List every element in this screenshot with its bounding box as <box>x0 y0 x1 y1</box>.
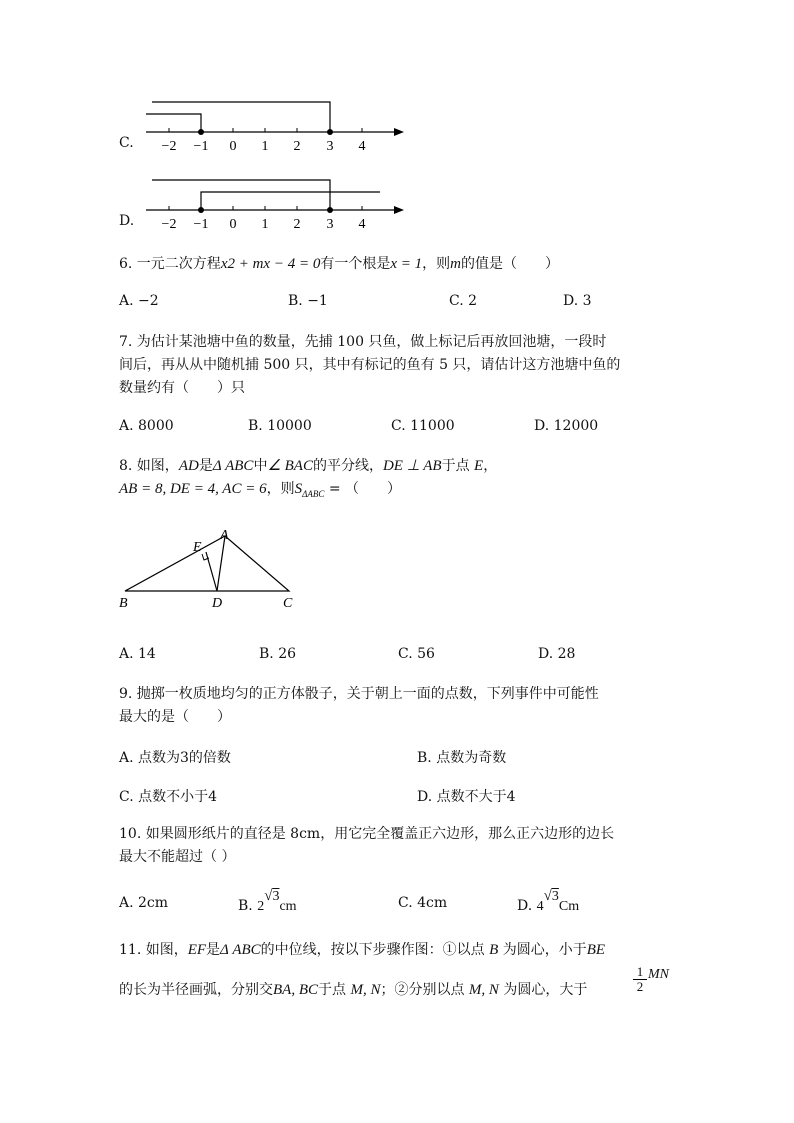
q9-option-d[interactable]: D. 点数不大于4 <box>417 789 516 805</box>
q7-option-c[interactable]: C. 11000 <box>391 418 455 434</box>
q6-stem: 6. 一元二次方程x2 + mx − 4 = 0有一个根是x = 1，则m的值是（ ） <box>119 256 559 272</box>
q9-line-2: 最大的是（ ） <box>119 709 231 725</box>
tick-label: 3 <box>326 217 334 232</box>
q8-option-d[interactable]: D. 28 <box>538 646 576 662</box>
ray-lower-d <box>201 192 380 210</box>
q5-option-c-label: C. <box>119 135 134 151</box>
label-c: C <box>283 596 293 611</box>
tick-label: −1 <box>193 217 209 232</box>
label-d: D <box>212 596 223 611</box>
q8-line-2: AB = 8, DE = 4, AC = 6，则$S_{\Delta ABC}$ = （ ） <box>119 481 402 499</box>
tick-label: −2 <box>161 217 177 232</box>
triangle-abc <box>125 536 289 591</box>
tick-label: 1 <box>261 139 269 154</box>
q9-option-c[interactable]: C. 点数不小于4 <box>119 789 218 805</box>
point-neg1-d <box>198 207 204 213</box>
q7-option-d[interactable]: D. 12000 <box>534 418 599 434</box>
ray-upper-c <box>152 102 330 132</box>
q6-equation: x2 + mx − 4 = 0 <box>220 256 321 272</box>
ticks-d <box>169 206 362 210</box>
q7-line-3: 数量约有（ ）只 <box>119 380 245 396</box>
tick-label: 4 <box>358 139 366 154</box>
tick-label: −2 <box>161 139 177 154</box>
q7-option-b[interactable]: B. 10000 <box>248 418 312 434</box>
q8-option-c[interactable]: C. 56 <box>398 646 435 662</box>
q7-line-2: 间后，再从从中随机捕 500 只，其中有标记的鱼有 5 只，请估计这方池塘中鱼的 <box>119 357 621 373</box>
number-line-c <box>140 96 420 158</box>
q5-option-d-label: D. <box>119 213 135 229</box>
q6-option-d[interactable]: D. 3 <box>563 293 592 309</box>
tick-labels-c <box>162 139 366 154</box>
q6-option-a[interactable]: A. −2 <box>119 293 159 309</box>
label-e: E <box>193 540 202 555</box>
ray-upper-d <box>152 180 330 210</box>
sqrt-icon: √ <box>543 888 552 904</box>
tick-label: 2 <box>293 139 301 154</box>
label-b: B <box>119 596 128 611</box>
q8-option-a[interactable]: A. 14 <box>119 646 156 662</box>
ray-lower-c <box>146 114 201 132</box>
point-neg1-c <box>198 129 204 135</box>
ticks-c <box>169 128 362 132</box>
sqrt-icon: √ <box>264 888 273 904</box>
q11-fraction-half: 1 2 <box>633 965 647 994</box>
tick-label: 3 <box>326 139 334 154</box>
q9-option-a[interactable]: A. 点数为3的倍数 <box>119 750 231 766</box>
q9-line-1: 9. 抛掷一枚质地均匀的正方体骰子，关于朝上一面的点数，下列事件中可能性 <box>119 686 599 702</box>
q6-option-c[interactable]: C. 2 <box>449 293 478 309</box>
q10-option-a[interactable]: A. 2cm <box>119 895 169 911</box>
q8-given: AB = 8, DE = 4, AC = 6 <box>119 481 267 497</box>
q9-option-b[interactable]: B. 点数为奇数 <box>417 750 507 766</box>
q10-option-d[interactable]: D. 4√3Cm <box>517 888 580 914</box>
point-3-d <box>327 207 333 213</box>
q11-line-1: 11. 如图，EF是Δ ABC的中位线，按以下步骤作图：①以点 B 为圆心，小于BE <box>119 942 606 958</box>
tick-label: 0 <box>229 139 237 154</box>
q8-option-b[interactable]: B. 26 <box>259 646 297 662</box>
point-3-c <box>327 129 333 135</box>
q10-option-c[interactable]: C. 4cm <box>398 895 448 911</box>
segment-de <box>206 552 217 591</box>
segment-ad <box>217 536 225 591</box>
tick-label: 2 <box>293 217 301 232</box>
q11-mn: MN <box>648 967 669 982</box>
arrow-d <box>394 206 404 214</box>
tick-labels-d <box>162 217 366 232</box>
q8-line-1: 8. 如图，AD是Δ ABC中∠ BAC的平分线，DE ⊥ AB于点 E， <box>119 458 498 474</box>
q6-option-b[interactable]: B. −1 <box>288 293 328 309</box>
q10-line-2: 最大不能超过（ ） <box>119 849 236 865</box>
tick-label: −1 <box>193 139 209 154</box>
tick-label: 0 <box>229 217 237 232</box>
q7-line-1: 7. 为估计某池塘中鱼的数量，先捕 100 只鱼，做上标记后再放回池塘，一段时 <box>119 334 607 350</box>
q11-line-2: 的长为半径画弧，分别交BA, BC于点 M, N；②分别以点 M, N 为圆心，大于 <box>119 982 588 998</box>
number-line-d <box>140 174 420 236</box>
q8-triangle-figure <box>112 525 312 615</box>
q10-option-b[interactable]: B. 2√3cm <box>238 888 297 914</box>
arrow-c <box>394 128 404 136</box>
label-a: A <box>220 528 229 543</box>
q7-option-a[interactable]: A. 8000 <box>119 418 174 434</box>
q10-line-1: 10. 如果圆形纸片的直径是 8cm，用它完全覆盖正六边形，那么正六边形的边长 <box>119 826 615 842</box>
q6-root: x = 1 <box>390 256 423 272</box>
tick-label: 4 <box>358 217 366 232</box>
tick-label: 1 <box>261 217 269 232</box>
